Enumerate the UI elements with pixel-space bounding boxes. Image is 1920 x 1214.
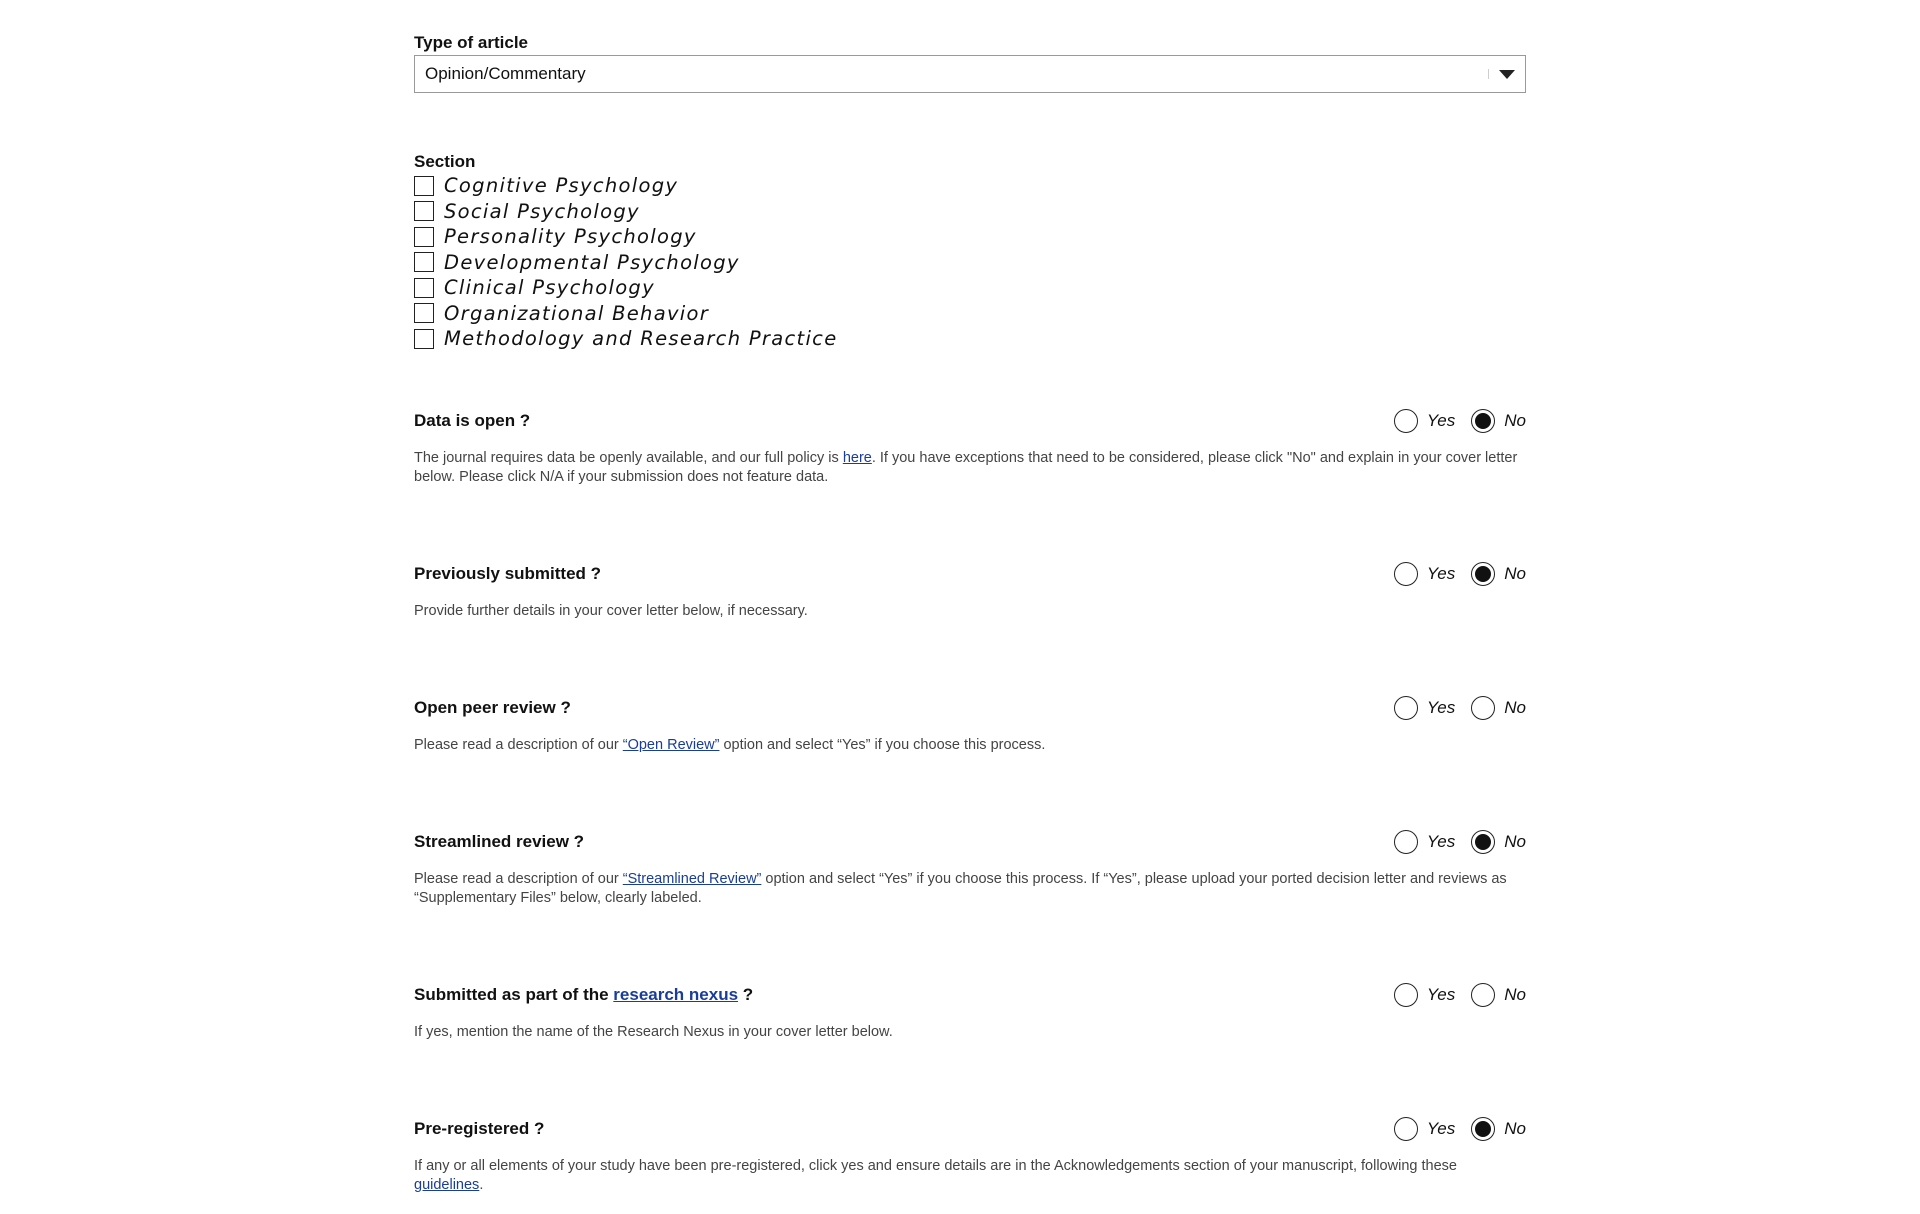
radio-label-yes: Yes bbox=[1426, 985, 1456, 1004]
checkbox[interactable] bbox=[414, 252, 434, 272]
radio-label-no: No bbox=[1504, 985, 1526, 1004]
section-option-cognitive-psychology[interactable] bbox=[414, 173, 838, 199]
checkbox[interactable] bbox=[414, 278, 434, 298]
question-open-peer-review bbox=[414, 694, 1526, 755]
checkbox-label: Clinical Psychology bbox=[444, 276, 655, 300]
radio-button[interactable] bbox=[1394, 696, 1418, 720]
section-option-social-psychology[interactable] bbox=[414, 199, 838, 225]
description-text: . bbox=[479, 1176, 484, 1193]
radio-label-yes: Yes bbox=[1426, 564, 1456, 583]
checkbox-label: Cognitive Psychology bbox=[444, 174, 679, 198]
question-title: Data is open ? bbox=[414, 411, 531, 430]
radio-no[interactable] bbox=[1471, 562, 1526, 586]
radio-button[interactable] bbox=[1471, 983, 1495, 1007]
type-of-article-field bbox=[414, 33, 1526, 93]
description-text: Provide further details in your cover letter below, if necessary. bbox=[414, 603, 808, 619]
radio-label-no: No bbox=[1504, 832, 1526, 851]
checkbox[interactable] bbox=[414, 201, 434, 221]
guidelines-link[interactable]: guidelines bbox=[414, 1176, 480, 1193]
yes-no-radio-group bbox=[1394, 1117, 1526, 1141]
radio-button[interactable] bbox=[1394, 983, 1418, 1007]
question-description bbox=[414, 602, 1526, 621]
radio-label-yes: Yes bbox=[1426, 832, 1456, 851]
radio-label-no: No bbox=[1504, 1119, 1526, 1138]
radio-button[interactable] bbox=[1471, 562, 1495, 586]
checkbox-label: Personality Psychology bbox=[444, 225, 697, 249]
yes-no-radio-group bbox=[1394, 562, 1526, 586]
question-title: Pre-registered ? bbox=[414, 1119, 545, 1138]
checkbox[interactable] bbox=[414, 227, 434, 247]
section-field bbox=[414, 152, 838, 352]
question-previously-submitted bbox=[414, 560, 1526, 621]
radio-yes[interactable] bbox=[1394, 1117, 1455, 1141]
section-option-clinical-psychology[interactable] bbox=[414, 275, 838, 301]
radio-no[interactable] bbox=[1471, 983, 1526, 1007]
section-option-organizational-behavior[interactable] bbox=[414, 301, 838, 327]
question-description bbox=[414, 870, 1526, 907]
yes-no-radio-group bbox=[1394, 696, 1526, 720]
question-description bbox=[414, 1157, 1526, 1194]
section-option-developmental-psychology[interactable] bbox=[414, 250, 838, 276]
question-data-open bbox=[414, 407, 1526, 486]
question-title: Streamlined review ? bbox=[414, 832, 585, 851]
checkbox-label: Social Psychology bbox=[444, 199, 640, 223]
yes-no-radio-group bbox=[1394, 830, 1526, 854]
description-text: If any or all elements of your study have been pre-registered, click yes and ensure details are in the Acknowledgements section of your manuscript, following these bbox=[414, 1158, 1457, 1174]
section-label: Section bbox=[414, 152, 476, 171]
checkbox[interactable] bbox=[414, 303, 434, 323]
radio-button[interactable] bbox=[1471, 1117, 1495, 1141]
open-review-link[interactable]: “Open Review” bbox=[622, 737, 720, 753]
description-text: If yes, mention the name of the Research Nexus in your cover letter below. bbox=[414, 1024, 893, 1040]
question-description bbox=[414, 449, 1526, 486]
section-option-methodology[interactable] bbox=[414, 326, 838, 352]
checkbox[interactable] bbox=[414, 329, 434, 349]
description-text: option and select “Yes” if you choose this process. If “Yes”, please upload your ported decision letter and reviews as “Supplementary Files” below, clearly labeled. bbox=[414, 871, 1507, 906]
description-text: The journal requires data be openly available, and our full policy is bbox=[414, 450, 843, 466]
radio-label-yes: Yes bbox=[1426, 698, 1456, 717]
question-streamlined-review bbox=[414, 828, 1526, 907]
description-text: option and select “Yes” if you choose this process. bbox=[719, 737, 1046, 753]
question-research-nexus bbox=[414, 981, 1526, 1042]
radio-label-no: No bbox=[1504, 564, 1526, 583]
type-of-article-select[interactable] bbox=[414, 55, 1526, 93]
radio-label-no: No bbox=[1504, 698, 1526, 717]
policy-link[interactable]: here bbox=[842, 450, 872, 466]
yes-no-radio-group bbox=[1394, 983, 1526, 1007]
question-description bbox=[414, 1023, 1526, 1042]
question-title: Submitted as part of the research nexus ? bbox=[414, 985, 754, 1004]
section-option-personality-psychology[interactable] bbox=[414, 224, 838, 250]
radio-yes[interactable] bbox=[1394, 696, 1455, 720]
description-text: . If you have exceptions that need to be considered, please click "No" and explain in your cover letter below. Please click N/A if your submission does not feature data. bbox=[414, 450, 1518, 485]
research-nexus-link[interactable]: research nexus bbox=[613, 985, 739, 1004]
radio-button[interactable] bbox=[1394, 1117, 1418, 1141]
radio-label-yes: Yes bbox=[1426, 411, 1456, 430]
radio-yes[interactable] bbox=[1394, 562, 1455, 586]
radio-button[interactable] bbox=[1471, 696, 1495, 720]
radio-yes[interactable] bbox=[1394, 409, 1455, 433]
checkbox-label: Developmental Psychology bbox=[444, 250, 740, 274]
description-text: Please read a description of our bbox=[414, 871, 623, 887]
streamlined-review-link[interactable]: “Streamlined Review” bbox=[622, 871, 762, 887]
type-of-article-value: Opinion/Commentary bbox=[425, 64, 586, 83]
question-title: Previously submitted ? bbox=[414, 564, 602, 583]
checkbox[interactable] bbox=[414, 176, 434, 196]
radio-label-no: No bbox=[1504, 411, 1526, 430]
radio-button[interactable] bbox=[1394, 409, 1418, 433]
radio-button[interactable] bbox=[1394, 562, 1418, 586]
radio-yes[interactable] bbox=[1394, 830, 1455, 854]
description-text: Please read a description of our bbox=[414, 737, 623, 753]
question-pre-registered bbox=[414, 1115, 1526, 1194]
checkbox-label: Methodology and Research Practice bbox=[444, 327, 838, 351]
select-separator bbox=[1488, 69, 1489, 79]
radio-no[interactable] bbox=[1471, 1117, 1526, 1141]
radio-button[interactable] bbox=[1471, 830, 1495, 854]
section-checkbox-list bbox=[414, 173, 838, 352]
radio-button[interactable] bbox=[1394, 830, 1418, 854]
type-of-article-label: Type of article bbox=[414, 33, 528, 52]
radio-yes[interactable] bbox=[1394, 983, 1455, 1007]
radio-no[interactable] bbox=[1471, 696, 1526, 720]
radio-button[interactable] bbox=[1471, 409, 1495, 433]
question-title: Open peer review ? bbox=[414, 698, 571, 717]
yes-no-radio-group bbox=[1394, 409, 1526, 433]
radio-label-yes: Yes bbox=[1426, 1119, 1456, 1138]
checkbox-label: Organizational Behavior bbox=[444, 301, 710, 325]
question-description bbox=[414, 736, 1526, 755]
radio-no[interactable] bbox=[1471, 409, 1526, 433]
chevron-down-icon[interactable] bbox=[1499, 70, 1515, 79]
radio-no[interactable] bbox=[1471, 830, 1526, 854]
